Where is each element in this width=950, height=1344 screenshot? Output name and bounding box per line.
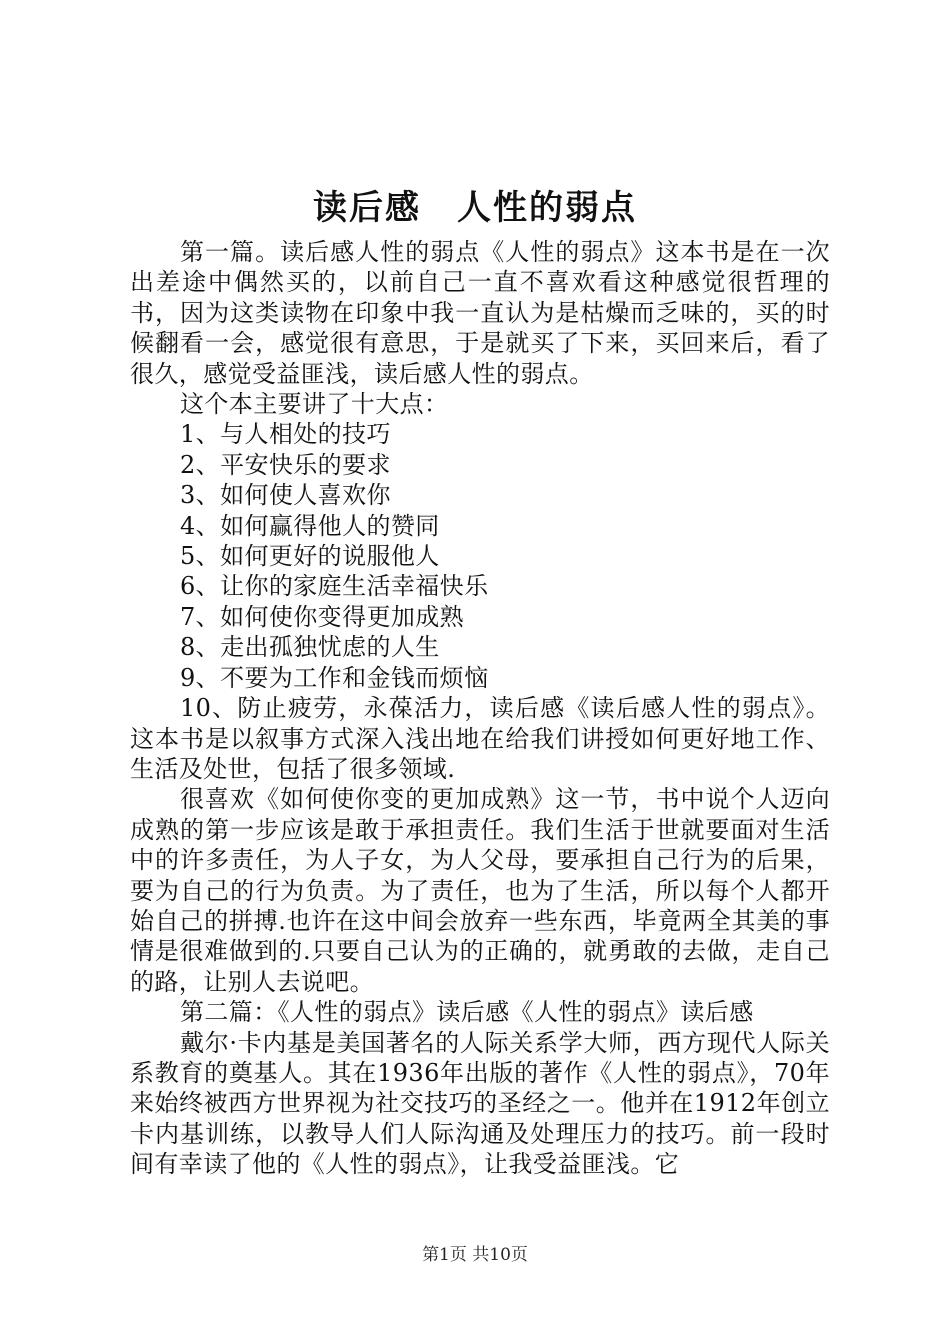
list-item: 9、不要为工作和金钱而烦恼 [180,663,489,692]
paragraph: 戴尔·卡内基是美国著名的人际关系学大师，西方现代人际关系教育的奠基人。其在1936年出版的著作《人性的弱点》，70年来始终被西方世界视为社交技巧的圣经之一。他并在1912年创立卡内基训练，以教导人们人际沟通及处理压力的技巧。前一段时间有幸读了他的《人性的弱点》，让我受益匪浅。它 [130,1028,830,1179]
paragraph: 10、防止疲劳，永葆活力，读后感《读后感人性的弱点》。这本书是以叙事方式深入浅出地在给我们讲授如何更好地工作、生活及处世，包括了很多领域. [130,694,830,783]
list-item: 7、如何使你变得更加成熟 [180,602,465,631]
section-heading: 第二篇：《人性的弱点》读后感《人性的弱点》读后感 [180,998,754,1027]
document-body [130,237,830,1180]
list-item: 3、如何使人喜欢你 [180,481,391,510]
page-footer: 第1页 共10页 [422,1245,528,1265]
list-item: 5、如何更好的说服他人 [180,542,440,571]
paragraph: 第一篇。读后感人性的弱点《人性的弱点》这本书是在一次出差途中偶然买的，以前自己一直不喜欢看这种感觉很哲理的书，因为这类读物在印象中我一直认为是枯燥而乏味的，买的时候翻看一会，感觉很有意思，于是就买了下来，买回来后，看了很久，感觉受益匪浅，读后感人性的弱点。 [130,238,830,388]
document-title: 读后感 人性的弱点 [313,188,637,228]
list-item: 4、如何赢得他人的赞同 [180,511,440,540]
paragraph: 很喜欢《如何使你变的更加成熟》这一节，书中说个人迈向成熟的第一步应该是敢于承担责任。我们生活于世就要面对生活中的许多责任，为人子女，为人父母，要承担自己行为的后果，要为自己的行为负责。为了责任，也为了生活，所以每个人都开始自己的拼搏.也许在这中间会放弃一些东西，毕竟两全其美的事情是很难做到的.只要自己认为的正确的，就勇敢的去做，走自己的路，让别人去说吧。 [130,785,830,996]
list-item: 6、让你的家庭生活幸福快乐 [180,572,489,601]
list-item: 2、平安快乐的要求 [180,450,391,479]
paragraph: 这个本主要讲了十大点： [180,390,449,419]
list-item: 1、与人相处的技巧 [180,420,391,449]
list-item: 8、走出孤独忧虑的人生 [180,633,440,662]
